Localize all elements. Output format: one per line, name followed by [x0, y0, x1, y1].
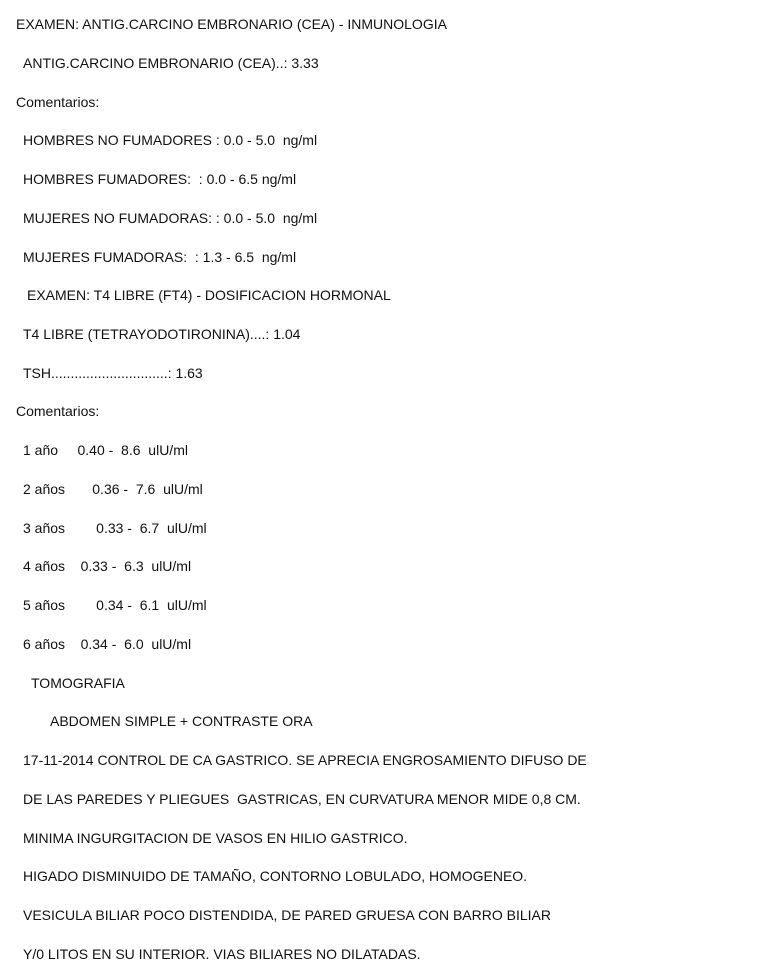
tsh-range-6-years: 6 años 0.34 - 6.0 ulU/ml — [23, 636, 192, 652]
cea-range-hombres-no-fumadores: HOMBRES NO FUMADORES : 0.0 - 5.0 ng/ml — [23, 132, 318, 148]
t4-comments-label: Comentarios: — [16, 403, 100, 419]
cea-range-mujeres-no-fumadoras: MUJERES NO FUMADORAS: : 0.0 - 5.0 ng/ml — [23, 210, 318, 226]
tsh-range-5-years: 5 años 0.34 - 6.1 ulU/ml — [23, 597, 207, 613]
cea-comments-label: Comentarios: — [16, 94, 100, 110]
cea-range-mujeres-fumadoras: MUJERES FUMADORAS: : 1.3 - 6.5 ng/ml — [23, 249, 297, 265]
tomografia-line-1: 17-11-2014 CONTROL DE CA GASTRICO. SE APRECIA ENGROSAMIENTO DIFUSO DE — [23, 752, 587, 768]
tomografia-line-6: Y/0 LITOS EN SU INTERIOR. VIAS BILIARES NO DILATADAS. — [23, 946, 421, 962]
cea-exam-title: EXAMEN: ANTIG.CARCINO EMBRONARIO (CEA) - INMUNOLOGIA — [16, 16, 447, 32]
tsh-range-2-years: 2 años 0.36 - 7.6 ulU/ml — [23, 481, 203, 497]
cea-result: ANTIG.CARCINO EMBRONARIO (CEA)..: 3.33 — [23, 55, 319, 71]
tsh-range-4-years: 4 años 0.33 - 6.3 ulU/ml — [23, 558, 192, 574]
t4-exam-title: EXAMEN: T4 LIBRE (FT4) - DOSIFICACION HORMONAL — [27, 287, 391, 303]
tomografia-line-3: MINIMA INGURGITACION DE VASOS EN HILIO GASTRICO. — [23, 830, 408, 846]
tomografia-line-5: VESICULA BILIAR POCO DISTENDIDA, DE PARED GRUESA CON BARRO BILIAR — [23, 907, 551, 923]
tomografia-title: TOMOGRAFIA — [31, 675, 125, 691]
tomografia-line-2: DE LAS PAREDES Y PLIEGUES GASTRICAS, EN CURVATURA MENOR MIDE 0,8 CM. — [23, 791, 581, 807]
tsh-range-1-year: 1 año 0.40 - 8.6 ulU/ml — [23, 442, 188, 458]
tomografia-line-4: HIGADO DISMINUIDO DE TAMAÑO, CONTORNO LOBULADO, HOMOGENEO. — [23, 868, 528, 884]
tomografia-subtitle: ABDOMEN SIMPLE + CONTRASTE ORA — [50, 713, 313, 729]
cea-range-hombres-fumadores: HOMBRES FUMADORES: : 0.0 - 6.5 ng/ml — [23, 171, 297, 187]
tsh-range-3-years: 3 años 0.33 - 6.7 ulU/ml — [23, 520, 207, 536]
t4-result: T4 LIBRE (TETRAYODOTIRONINA)....: 1.04 — [23, 326, 301, 342]
tsh-result: TSH..............................: 1.63 — [23, 365, 203, 381]
